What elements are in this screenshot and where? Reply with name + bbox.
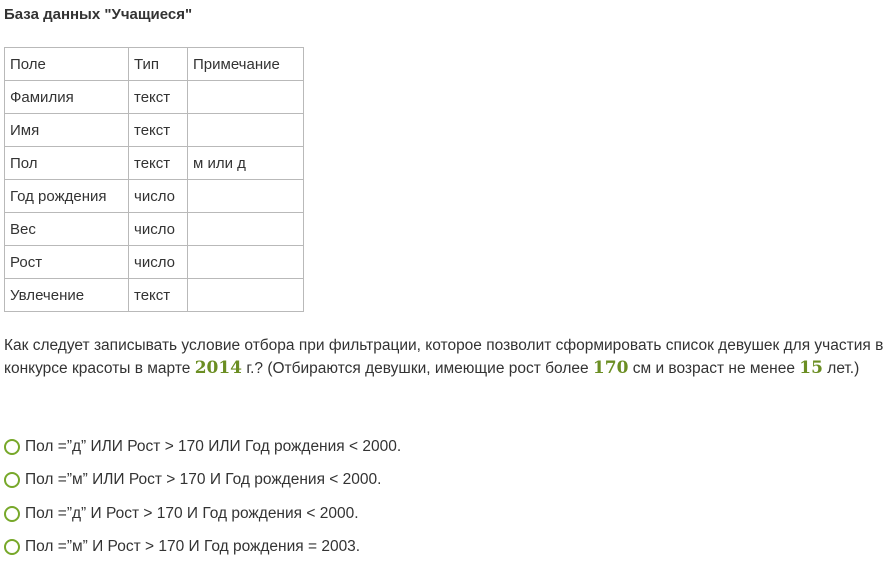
cell-type: текст [129, 279, 188, 312]
answer-option-label: Пол =”м” ИЛИ Рост > 170 И Год рождения < 2000. [25, 471, 382, 489]
page-title: База данных "Учащиеся" [4, 6, 193, 23]
cell-field: Имя [5, 114, 129, 147]
header-cell-field: Поле [5, 48, 129, 81]
table-row [5, 180, 304, 213]
cell-field: Фамилия [5, 81, 129, 114]
cell-note [188, 114, 304, 147]
answer-option-1[interactable] [4, 436, 401, 458]
question-height: 170 [592, 358, 629, 378]
answer-option-3[interactable] [4, 503, 401, 525]
question-year: 2014 [194, 358, 243, 378]
answer-option-2[interactable] [4, 469, 401, 491]
question-part-4: лет.) [822, 360, 860, 377]
cell-field: Год рождения [5, 180, 129, 213]
cell-type: текст [129, 114, 188, 147]
table-row [5, 279, 304, 312]
cell-type: текст [129, 147, 188, 180]
answer-option-label: Пол =”д” И Рост > 170 И Год рождения < 2000. [25, 504, 359, 522]
cell-note [188, 279, 304, 312]
header-cell-note: Примечание [188, 48, 304, 81]
cell-type: число [129, 213, 188, 246]
database-table [4, 47, 304, 312]
cell-type: число [129, 180, 188, 213]
question-text [4, 335, 889, 380]
cell-field: Рост [5, 246, 129, 279]
cell-type: число [129, 246, 188, 279]
cell-type: текст [129, 81, 188, 114]
answer-option-4[interactable] [4, 536, 401, 558]
cell-note [188, 246, 304, 279]
table-row [5, 147, 304, 180]
radio-button[interactable] [4, 539, 20, 555]
table-row [5, 246, 304, 279]
answer-option-label: Пол =”д” ИЛИ Рост > 170 ИЛИ Год рождения < 2000. [25, 438, 402, 455]
cell-field: Увлечение [5, 279, 129, 312]
table-row [5, 213, 304, 246]
table-row [5, 114, 304, 147]
radio-button[interactable] [4, 439, 20, 455]
radio-button[interactable] [4, 506, 20, 522]
table-row [5, 81, 304, 114]
table-header-row [5, 48, 304, 81]
question-part-1: Как следует записывать условие отбора при фильтрации, которое позволит сформировать список девушек для участия в конкурсе красоты в марте [4, 337, 884, 377]
answer-options [4, 436, 401, 569]
question-part-2: г.? (Отбираются девушки, имеющие рост более [242, 360, 593, 377]
cell-note [188, 180, 304, 213]
question-part-3: см и возраст не менее [628, 360, 800, 377]
cell-field: Пол [5, 147, 129, 180]
radio-button[interactable] [4, 472, 20, 488]
cell-note [188, 81, 304, 114]
cell-note [188, 213, 304, 246]
cell-note: м или д [188, 147, 304, 180]
cell-field: Вес [5, 213, 129, 246]
header-cell-type: Тип [129, 48, 188, 81]
question-age: 15 [799, 358, 823, 378]
answer-option-label: Пол =”м” И Рост > 170 И Год рождения = 2003. [25, 537, 361, 555]
